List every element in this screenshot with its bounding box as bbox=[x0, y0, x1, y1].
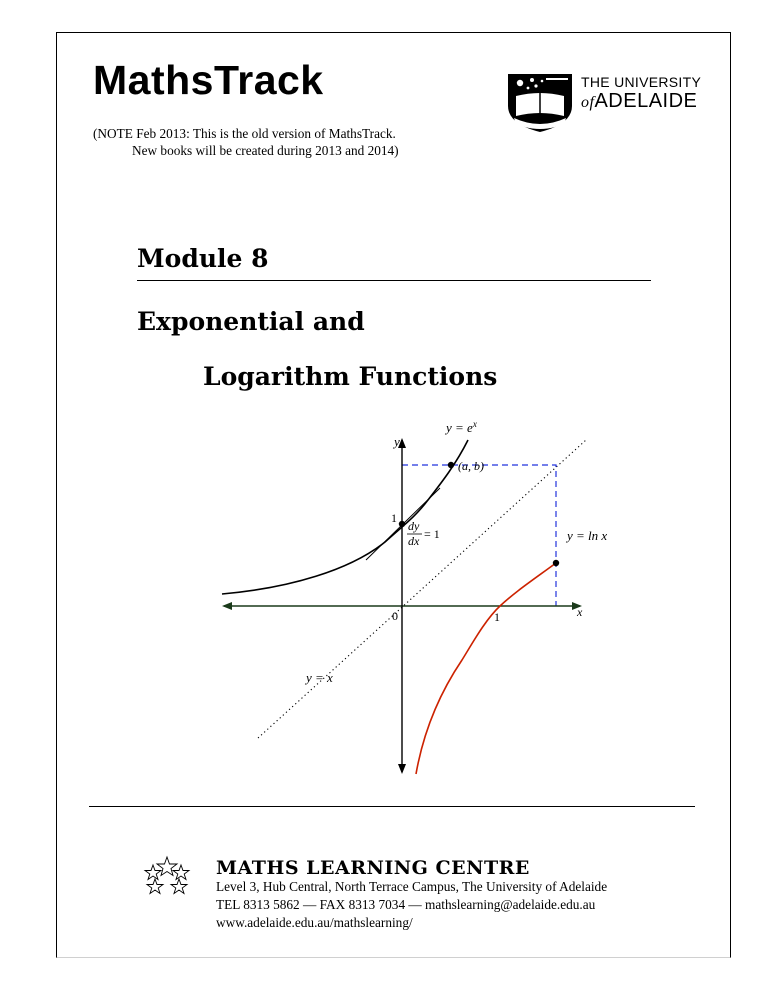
label-xaxis: x bbox=[577, 605, 583, 619]
module-title-line2: Logarithm Functions bbox=[203, 362, 498, 391]
centre-address: Level 3, Hub Central, North Terrace Campus, The University of Adelaide bbox=[216, 879, 608, 894]
label-exp: $y = e^x$ bbox=[446, 420, 477, 435]
x-axis-left-arrow bbox=[222, 602, 232, 610]
footer-divider bbox=[89, 806, 695, 807]
exp-curve bbox=[222, 440, 468, 594]
deriv-den: dx bbox=[408, 534, 420, 548]
deriv-eq: = 1 bbox=[424, 527, 440, 541]
module-divider bbox=[137, 280, 651, 281]
centre-website[interactable]: www.adelaide.edu.au/mathslearning/ bbox=[216, 915, 413, 930]
label-one-x: 1 bbox=[494, 610, 500, 624]
label-identity: y = x bbox=[306, 670, 333, 685]
centre-name: MATHS LEARNING CENTRE bbox=[216, 857, 530, 879]
brand-title: MathsTrack bbox=[93, 57, 324, 103]
version-note bbox=[93, 125, 399, 159]
centre-address-block bbox=[216, 878, 607, 932]
function-figure bbox=[210, 420, 630, 780]
point-intercept bbox=[399, 521, 405, 527]
note-line-1: (NOTE Feb 2013: This is the old version of MathsTrack. bbox=[93, 126, 396, 141]
identity-line bbox=[258, 440, 586, 738]
point-ln bbox=[553, 560, 559, 566]
module-title-line1: Exponential and bbox=[137, 307, 365, 336]
point-ab bbox=[448, 462, 454, 468]
centre-contact: TEL 8313 5862 — FAX 8313 7034 — mathslearning@adelaide.edu.au bbox=[216, 897, 596, 912]
university-name-line2 bbox=[581, 90, 697, 113]
label-one-y: 1 bbox=[391, 511, 397, 525]
label-yaxis: y bbox=[394, 434, 400, 449]
note-line-2: New books will be created during 2013 and 2014) bbox=[132, 143, 399, 158]
stars-logo-icon bbox=[141, 855, 193, 901]
university-adelaide: ADELAIDE bbox=[594, 90, 698, 112]
module-label: Module 8 bbox=[137, 244, 269, 273]
deriv-num: dy bbox=[408, 519, 420, 533]
label-origin: 0 bbox=[392, 609, 398, 623]
university-of: of bbox=[581, 94, 595, 111]
label-point: (a, b) bbox=[458, 459, 484, 473]
label-ln: y = ln x bbox=[567, 528, 608, 543]
university-name-line1: THE UNIVERSITY bbox=[581, 74, 702, 90]
ln-curve bbox=[416, 563, 556, 774]
y-axis-down-arrow bbox=[398, 764, 406, 774]
